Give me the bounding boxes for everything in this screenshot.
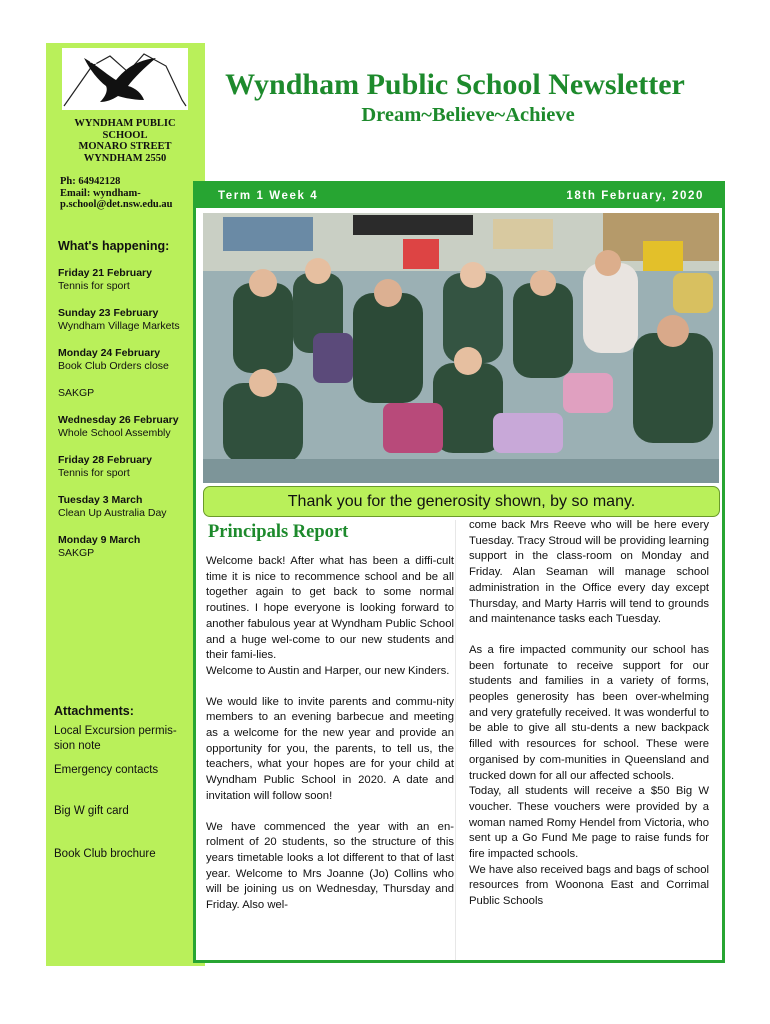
event-item [58, 387, 204, 400]
report-paragraph: Today, all students will receive a $50 Big W voucher. These vouchers were provided by a woman named Romy Hendel from Victoria, who sent up a Go Fund Me page to raise funds for fire impacted schools. [469, 785, 709, 861]
report-paragraph: We have also received bags and bags of school resources from Woonona East and Corrimal Public Schools [469, 863, 709, 908]
event-item [58, 534, 204, 560]
event-text: Tennis for sport [58, 280, 130, 292]
email-line-1: Email: wyndham- [60, 187, 141, 199]
event-text: Whole School Assembly [58, 427, 171, 439]
event-text: Tennis for sport [58, 467, 130, 479]
report-paragraph: Welcome to Austin and Harper, our new Kinders. [206, 664, 450, 677]
principals-report-heading: Principals Report [208, 522, 349, 542]
classroom-photo-image [203, 213, 719, 483]
report-paragraph: come back Mrs Reeve who will be here every Tuesday. Tracy Stroud will be providing learning support in the class-room on Monday and Friday. Alan Seaman will manage school administration in the Office every day except Thursday, and Marty Harris will tend to grounds and maintenance tasks each Tuesday. [469, 519, 709, 626]
event-date: Wednesday 26 February [58, 414, 179, 426]
term-bar [196, 184, 722, 208]
report-paragraph: We have commenced the year with an en-rolment of 20 students, so the structure of this years timetable looks a lot different to that of last year. Welcome to Mrs Joanne (Jo) Collins who will be joining us on Wednesday, Thursday and Friday. Also wel- [206, 820, 454, 912]
school-logo [62, 48, 188, 110]
phone-number: Ph: 64942128 [60, 176, 121, 187]
sidebar [46, 43, 205, 966]
event-date: Monday 24 February [58, 347, 161, 359]
school-address [50, 118, 200, 164]
event-item [58, 307, 204, 333]
event-date: Friday 28 February [58, 454, 152, 466]
attachments-heading: Attachments: [54, 704, 134, 718]
column-divider [455, 520, 456, 960]
report-paragraph: Welcome back! After what has been a diffi-cult time it is nice to recommence school and be all together again to get back to some normal routines. I hope everyone is looking forward to another fabulous year at Wyndham Public School and a huge wel-come to our new students and their fami-lies. [206, 555, 454, 662]
report-paragraph: As a fire impacted community our school has been fortunate to receive support for our students and families in a variety of forms, peoples generosity has been over-whelming and very gratefully received. It was wonderful to be able to give all stu-dents a new backpack filled with resources for school. These were organised by com-munities in Queensland and trucked down for all our affected schools. [469, 643, 709, 782]
attachment-item[interactable]: Book Club brochure [54, 848, 156, 860]
event-item [58, 494, 204, 520]
students-photo [203, 213, 719, 483]
event-item [58, 347, 204, 373]
photo-caption: Thank you for the generosity shown, by so many. [203, 486, 720, 517]
event-date: Tuesday 3 March [58, 494, 143, 506]
event-item [58, 267, 204, 293]
event-text: Clean Up Australia Day [58, 507, 167, 519]
town-line: WYNDHAM 2550 [83, 152, 167, 164]
newsletter-title: Wyndham Public School Newsletter [225, 68, 685, 101]
event-date: Friday 21 February [58, 267, 152, 279]
school-name-line-1: WYNDHAM PUBLIC [74, 118, 176, 129]
attachment-item[interactable]: Local Excursion permis-sion note [54, 725, 177, 752]
event-date: Sunday 23 February [58, 307, 159, 319]
event-text: Wyndham Village Markets [58, 320, 180, 332]
street-line: MONARO STREET [78, 141, 172, 152]
whats-happening-heading: What's happening: [58, 239, 170, 253]
issue-date: 18th February, 2020 [566, 190, 704, 202]
email-line-2: p.school@det.nsw.edu.au [60, 199, 173, 210]
contact-details [60, 176, 200, 211]
event-date: Monday 9 March [58, 534, 141, 546]
event-item [58, 454, 204, 480]
eagle-logo-icon [62, 48, 188, 110]
school-name-line-2: SCHOOL [102, 129, 148, 141]
event-text: SAKGP [58, 387, 95, 399]
report-column-1 [203, 522, 454, 914]
school-motto: Dream~Believe~Achieve [361, 104, 575, 126]
event-item [58, 414, 204, 440]
event-text: SAKGP [58, 547, 95, 559]
attachment-item[interactable]: Big W gift card [54, 805, 129, 817]
term-week: Term 1 Week 4 [218, 190, 319, 202]
attachment-item[interactable]: Emergency contacts [54, 764, 159, 776]
report-column-2 [469, 518, 709, 910]
event-text: Book Club Orders close [58, 360, 169, 372]
report-paragraph: We would like to invite parents and commu-nity members to an evening barbecue and meeting as a welcome for the new year and provide an opportunity for you, the parents, to tell us, the teachers, what your hopes are for your child at Wyndham Public School in 2020. A date and invitation will follow soon! [206, 695, 454, 802]
